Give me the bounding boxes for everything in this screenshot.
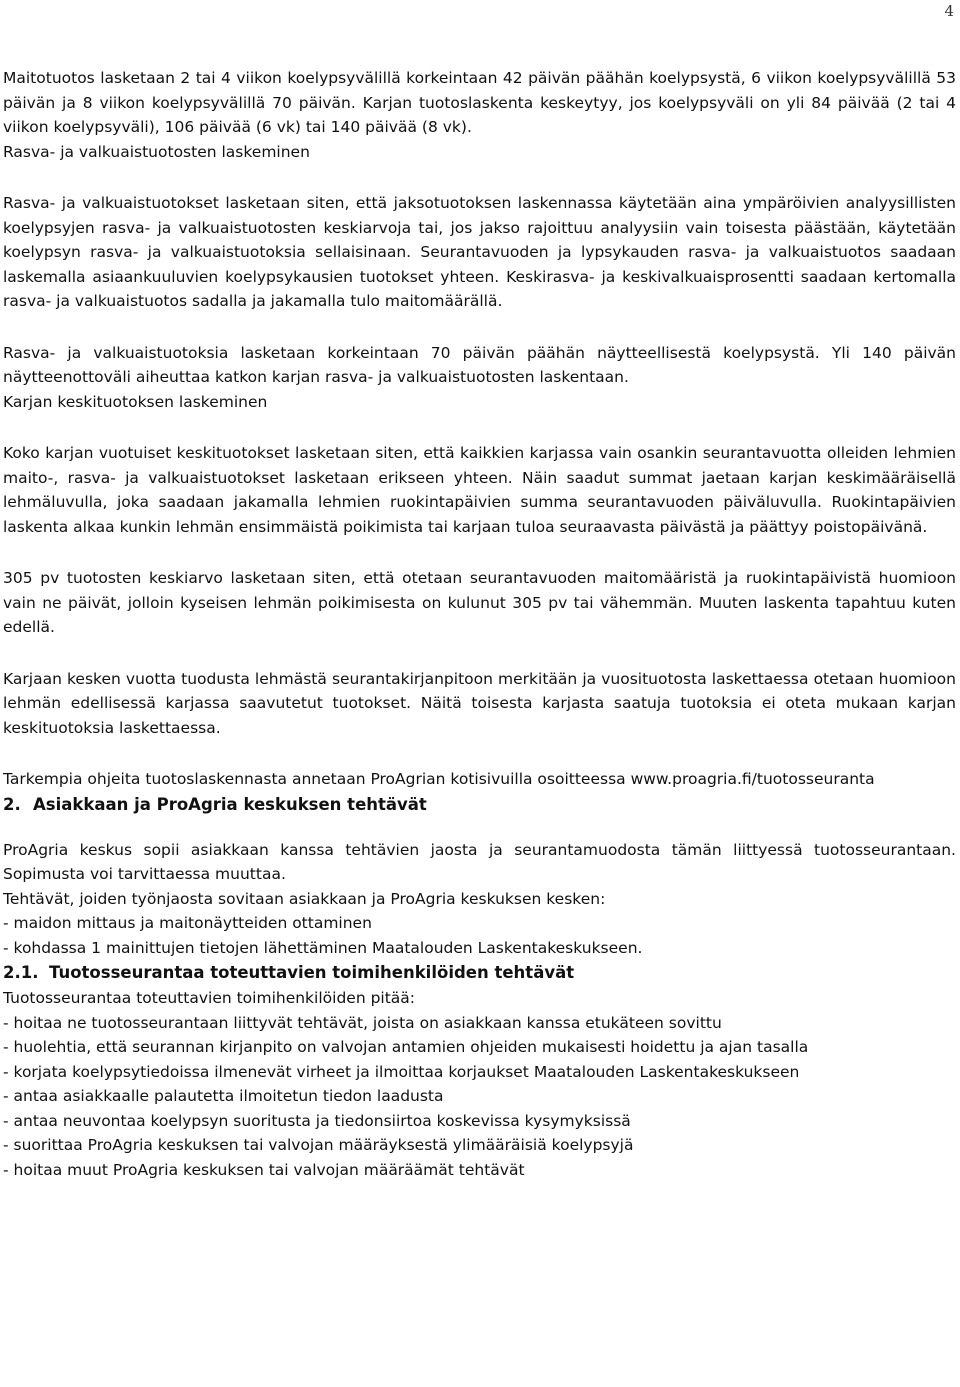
section-2-1-heading <box>3 960 956 986</box>
herd-average-paragraph-1: Koko karjan vuotuiset keskituotokset lasketaan siten, että kaikkien karjassa vain osankin seurantavuotta olleiden lehmien maito-, rasva- ja valkuaistuotokset lasketaan erikseen yhteen. Näin saadut summat jaetaan karjan keskimääräisellä lehmäluvulla, joka saadaan jakamalla lehmien ruokintapäivien summa seurantavuoden päiväluvulla. Ruokintapäivien laskenta alkaa kunkin lehmän ensimmäistä poikimista tai karjaan tuloa seuraavasta päivästä ja päättyy poistopäivänä. <box>3 444 956 536</box>
section-2-paragraph-1: ProAgria keskus sopii asiakkaan kanssa tehtävien jaosta ja seurantamuodosta tämän liittyessä tuotosseurantaan. Sopimusta voi tarvittaessa muuttaa. <box>3 840 956 883</box>
section-2-1-number: 2.1. <box>3 963 39 982</box>
intro-paragraph: Maitotuotos lasketaan 2 tai 4 viikon koelypsyvälillä korkeintaan 42 päivän päähän koelypsystä, 6 viikon koelypsyvälillä 53 päivän ja 8 viikon koelypsyvälillä 70 päivän. Karjan tuotoslaskenta keskeytyy, jos koelypsyväli on yli 84 päivää (2 tai 4 viikon koelypsyväli), 106 päivää (6 vk) tai 140 päivää (8 vk). <box>3 69 956 136</box>
section-2-1-title: Tuotosseurantaa toteuttavien toimihenkilöiden tehtävät <box>49 963 575 982</box>
section-2-task-list <box>3 911 956 960</box>
section-2-1-lead: Tuotosseurantaa toteuttavien toimihenkilöiden pitää: <box>3 989 416 1007</box>
herd-average-heading: Karjan keskituotoksen laskeminen <box>3 392 268 411</box>
section-2-number: 2. <box>3 794 21 814</box>
list-item: - korjata koelypsytiedoissa ilmenevät virheet ja ilmoittaa korjaukset Maatalouden Laskentakeskukseen <box>3 1062 800 1081</box>
list-item: - maidon mittaus ja maitonäytteiden ottaminen <box>3 914 372 932</box>
section-2-heading <box>3 792 956 818</box>
page-content <box>3 66 956 1182</box>
list-item: - kohdassa 1 mainittujen tietojen lähettäminen Maatalouden Laskentakeskukseen. <box>3 938 643 957</box>
herd-average-paragraph-2: 305 pv tuotosten keskiarvo lasketaan siten, että otetaan seurantavuoden maitomääristä ja ruokintapäivistä huomioon vain ne päivät, jolloin kyseisen lehmän poikimisesta on kulunut 305 pv tai vähemmän. Muuten laskenta tapahtuu kuten edellä. <box>3 569 956 636</box>
list-item: - antaa asiakkaalle palautetta ilmoitetun tiedon laadusta <box>3 1087 444 1105</box>
herd-average-paragraph-4: Tarkempia ohjeita tuotoslaskennasta annetaan ProAgrian kotisivuilla osoitteessa www.proagria.fi/tuotosseuranta <box>3 770 875 788</box>
section-2-1-duty-list <box>3 1011 956 1183</box>
page-number: 4 <box>944 2 954 20</box>
list-item: - suorittaa ProAgria keskuksen tai valvojan määräyksestä ylimääräisiä koelypsyjä <box>3 1136 634 1154</box>
list-item: - antaa neuvontaa koelypsyn suoritusta ja tiedonsiirtoa koskevissa kysymyksissä <box>3 1111 631 1130</box>
fat-protein-heading: Rasva- ja valkuaistuotosten laskeminen <box>3 142 310 161</box>
section-2-lead: Tehtävät, joiden työnjaosta sovitaan asiakkaan ja ProAgria keskuksen kesken: <box>3 889 606 908</box>
list-item: - huolehtia, että seurannan kirjanpito on valvojan antamien ohjeiden mukaisesti hoidettu ja ajan tasalla <box>3 1038 809 1056</box>
herd-average-paragraph-3: Karjaan kesken vuotta tuodusta lehmästä seurantakirjanpitoon merkitään ja vuosituotosta laskettaessa otetaan huomioon lehmän edellisessä karjassa saavutetut tuotokset. Näitä toisesta karjasta saatuja tuotoksia ei oteta mukaan karjan keskituotoksia laskettaessa. <box>3 669 956 737</box>
list-item: - hoitaa ne tuotosseurantaan liittyvät tehtävät, joista on asiakkaan kanssa etukäteen sovittu <box>3 1013 722 1032</box>
fat-protein-paragraph-1: Rasva- ja valkuaistuotokset lasketaan siten, että jaksotuotoksen laskennassa käytetään aina ympäröivien analyysillisten koelypsyjen rasva- ja valkuaistuotosten keskiarvoja tai, jos jakso rajoittuu analyysiin vain toisesta päästään, käytetään koelypsyn rasva- ja valkuaistuotoksia sellaisinaan. Seurantavuoden ja lypsykauden rasva- ja valkuaistuotos saadaan laskemalla asiaankuuluvien koelypsykausien tuotokset yhteen. Keskirasva- ja keskivalkuaisprosentti saadaan kertomalla rasva- ja valkuaistuotos sadalla ja jakamalla tulo maitomäärällä. <box>3 194 956 310</box>
section-2-title: Asiakkaan ja ProAgria keskuksen tehtävät <box>33 794 427 814</box>
fat-protein-paragraph-2: Rasva- ja valkuaistuotoksia lasketaan korkeintaan 70 päivän päähän näytteellisestä koelypsystä. Yli 140 päivän näytteenottoväli aiheuttaa katkon karjan rasva- ja valkuaistuotosten laskentaan. <box>3 343 956 386</box>
list-item: - hoitaa muut ProAgria keskuksen tai valvojan määräämät tehtävät <box>3 1160 525 1179</box>
